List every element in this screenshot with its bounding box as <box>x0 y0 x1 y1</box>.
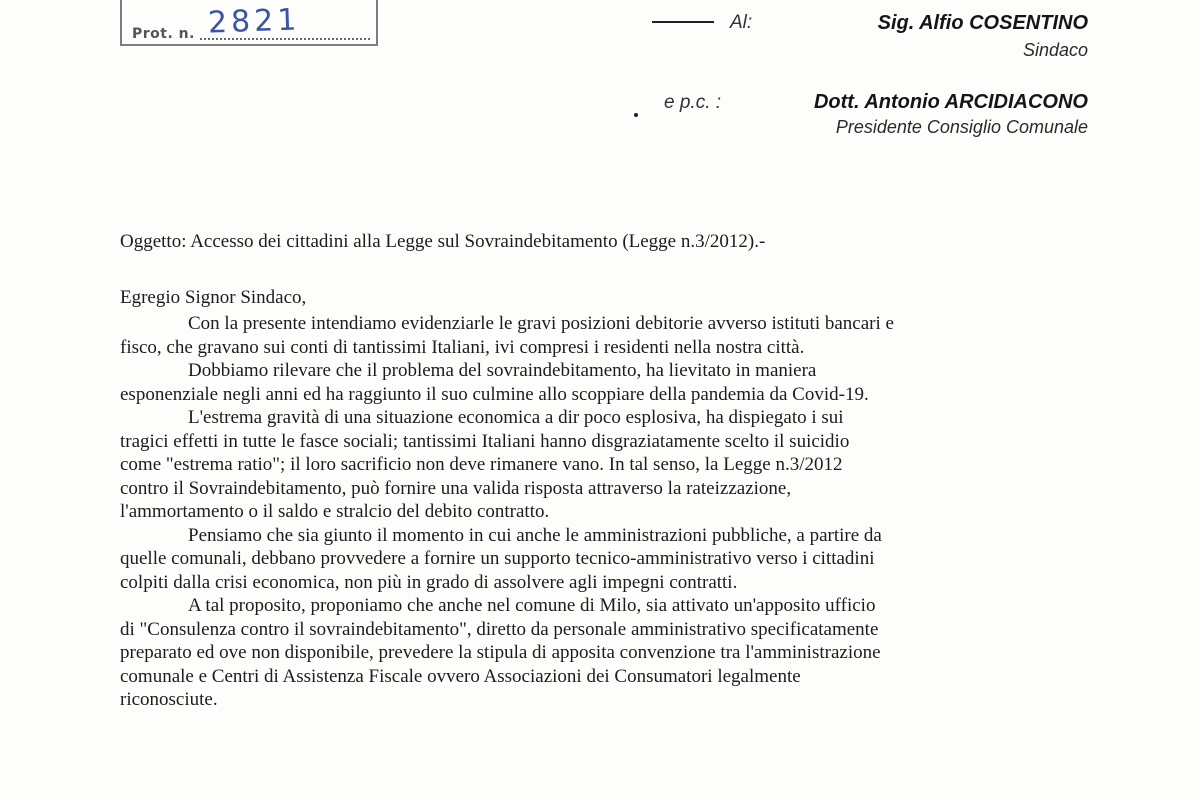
body-line: fisco, che gravano sui conti di tantissimi Italiani, ivi compresi i residenti nella nostra città. <box>120 336 805 358</box>
body-line: contro il Sovraindebitamento, può fornire una valida risposta attraverso la rateizzazione, <box>120 477 792 499</box>
letter-subject: Oggetto: Accesso dei cittadini alla Legge sul Sovraindebitamento (Legge n.3/2012).- <box>120 231 766 252</box>
cc-label: e p.c. : <box>664 92 722 113</box>
body-paragraph <box>120 406 1086 524</box>
body-paragraph <box>120 359 1086 406</box>
letter-body <box>120 312 1086 712</box>
protocol-number: 2821 <box>207 2 301 41</box>
body-line: quelle comunali, debbano provvedere a fornire un supporto tecnico-amministrativo verso i cittadini <box>120 548 875 569</box>
to-label: Al: <box>730 12 753 33</box>
body-line: tragici effetti in tutte le fasce sociali; tantissimi Italiani hanno disgraziatamente scelto il suicidio <box>120 430 850 452</box>
body-line: Pensiamo che sia giunto il momento in cui anche le amministrazioni pubbliche, a partire da <box>188 524 882 546</box>
body-paragraph <box>120 524 1086 595</box>
body-line: come "estrema ratio"; il loro sacrificio non deve rimanere vano. In tal senso, la Legge n.3/2012 <box>120 454 843 475</box>
recipient-dash <box>652 21 714 23</box>
body-line: colpiti dalla crisi economica, non più in grado di assolvere agli impegni contratti. <box>120 571 738 593</box>
letter-salutation: Egregio Signor Sindaco, <box>120 287 307 308</box>
cc-recipient-name: Dott. Antonio ARCIDIACONO <box>813 91 1088 113</box>
ink-dot <box>634 113 638 117</box>
body-line: Con la presente intendiamo evidenziarle le gravi posizioni debitorie avverso istituti bancari e <box>188 313 894 334</box>
body-line: esponenziale negli anni ed ha raggiunto il suo culmine allo scoppiare della pandemia da Covid-19. <box>120 383 869 405</box>
body-line: A tal proposito, proponiamo che anche nel comune di Milo, sia attivato un'apposito ufficio <box>188 595 876 616</box>
body-line: l'ammortamento o il saldo e stralcio del debito contratto. <box>120 501 550 522</box>
recipient-name: Sig. Alfio COSENTINO <box>877 12 1088 34</box>
body-line: L'estrema gravità di una situazione economica a dir poco esplosiva, ha dispiegato i sui <box>188 407 844 428</box>
body-line: di "Consulenza contro il sovraindebitamento", diretto da personale amministrativo specificatamente <box>120 618 879 640</box>
body-line: Dobbiamo rilevare che il problema del sovraindebitamento, ha lievitato in maniera <box>188 360 817 381</box>
body-paragraph <box>120 312 1086 359</box>
body-line: riconosciute. <box>120 689 218 710</box>
recipient-role: Sindaco <box>1022 40 1088 60</box>
cc-recipient-role: Presidente Consiglio Comunale <box>835 117 1088 137</box>
body-paragraph <box>120 594 1086 712</box>
body-line: preparato ed ove non disponibile, prevedere la stipula di apposita convenzione tra l'amministrazione <box>120 642 881 663</box>
body-line: comunale e Centri di Assistenza Fiscale ovvero Associazioni dei Consumatori legalmente <box>120 665 801 687</box>
protocol-label: Prot. n. <box>132 26 195 42</box>
